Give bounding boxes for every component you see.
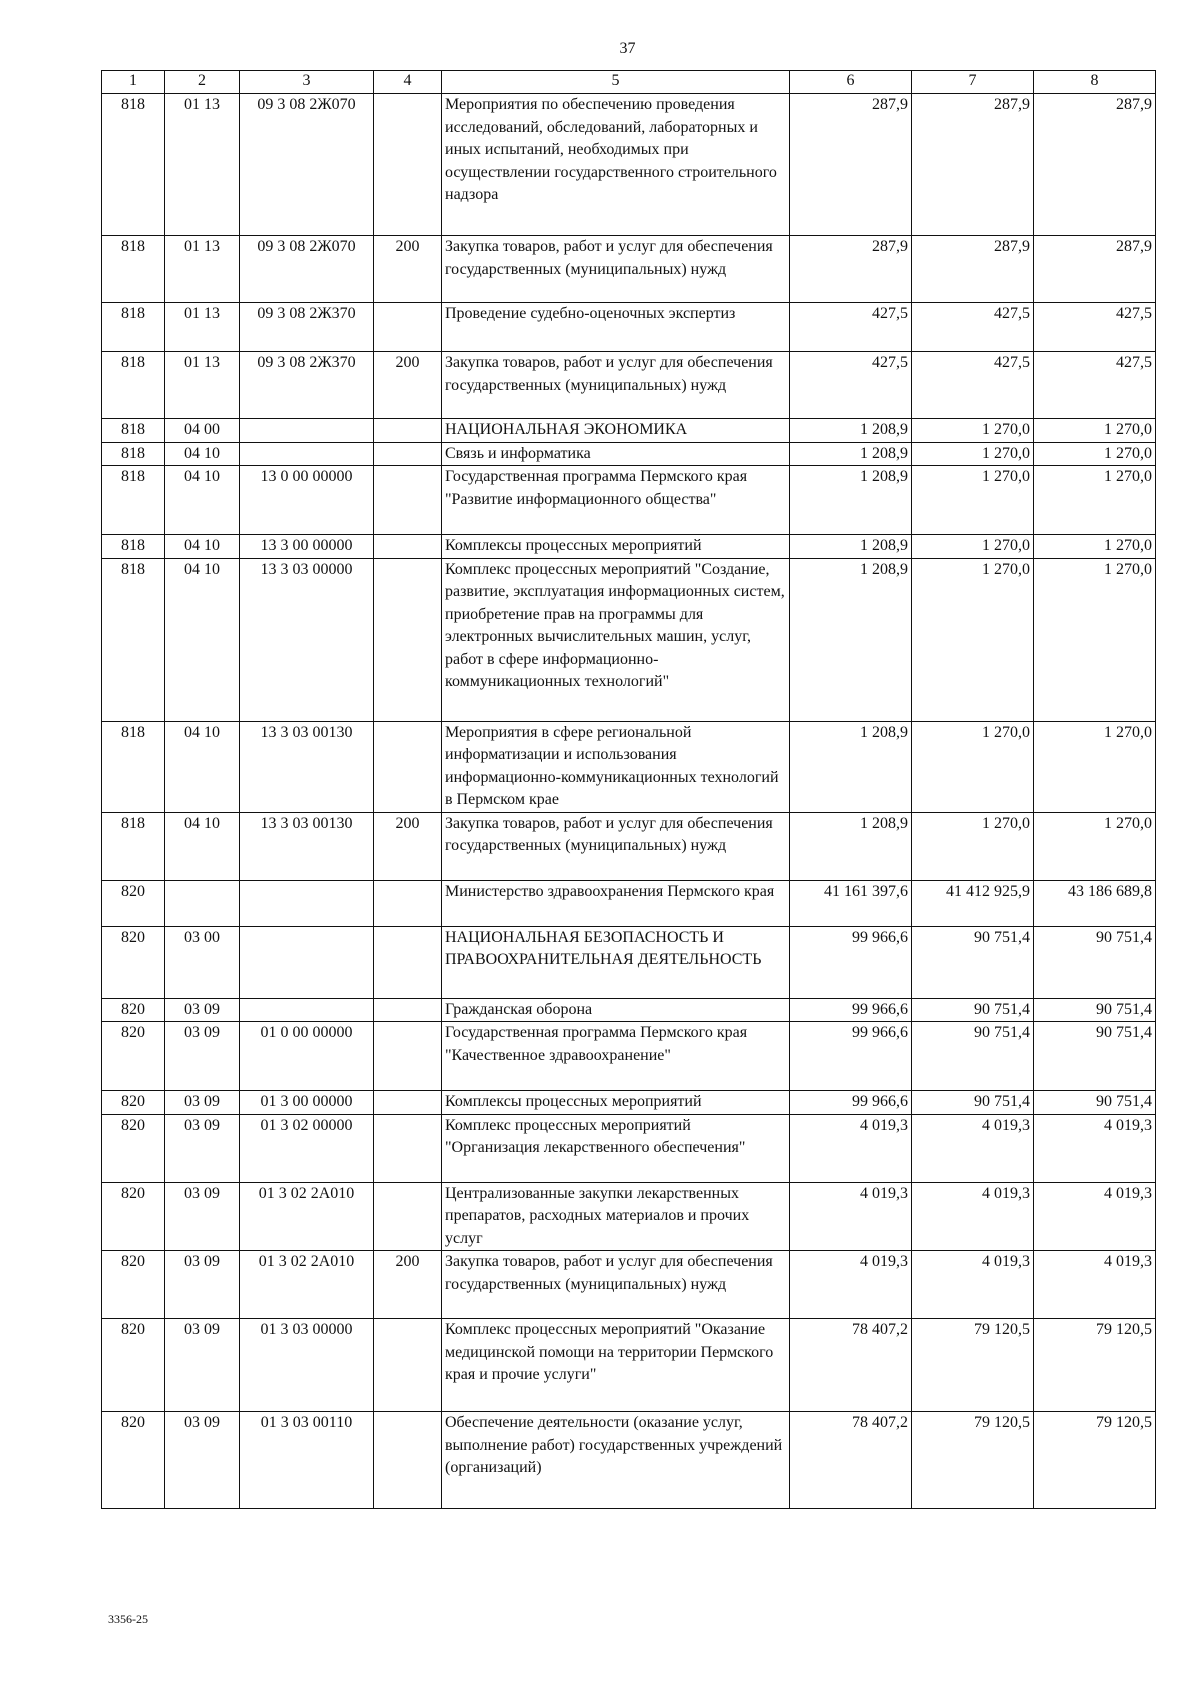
table-row: [102, 1412, 1156, 1509]
table-row: [102, 303, 1156, 352]
section-code: 03 09: [165, 1412, 240, 1509]
amount-col7: 41 412 925,9: [912, 880, 1034, 926]
section-code: 03 09: [165, 998, 240, 1022]
table-row: [102, 1022, 1156, 1091]
amount-col8: 4 019,3: [1034, 1182, 1156, 1251]
item-description: Комплексы процессных мероприятий: [442, 535, 790, 559]
table-row: [102, 442, 1156, 466]
item-description: Закупка товаров, работ и услуг для обеспечения государственных (муниципальных) нужд: [442, 1251, 790, 1319]
section-code: 03 00: [165, 926, 240, 998]
amount-col6: 4 019,3: [790, 1251, 912, 1319]
section-code: 04 10: [165, 721, 240, 812]
ministry-code: 820: [102, 1319, 165, 1412]
table-header-row: [102, 71, 1156, 94]
amount-col7: 287,9: [912, 236, 1034, 303]
page-number: 37: [619, 40, 636, 57]
expense-type-code: [374, 1182, 442, 1251]
table-row: [102, 880, 1156, 926]
section-code: 04 10: [165, 558, 240, 721]
column-header: 4: [374, 71, 442, 94]
expense-type-code: [374, 1022, 442, 1091]
item-description: Комплекс процессных мероприятий "Оказание медицинской помощи на территории Пермского края и прочие услуги": [442, 1319, 790, 1412]
expense-type-code: [374, 721, 442, 812]
amount-col7: 90 751,4: [912, 998, 1034, 1022]
expense-type-code: [374, 880, 442, 926]
section-code: 01 13: [165, 94, 240, 236]
amount-col8: 4 019,3: [1034, 1114, 1156, 1182]
document-code: 3356-25: [108, 1612, 148, 1626]
table-row: [102, 1319, 1156, 1412]
amount-col7: 1 270,0: [912, 558, 1034, 721]
amount-col7: 79 120,5: [912, 1319, 1034, 1412]
target-article-code: 13 0 00 00000: [240, 466, 374, 535]
amount-col6: 287,9: [790, 94, 912, 236]
amount-col7: 90 751,4: [912, 926, 1034, 998]
amount-col8: 90 751,4: [1034, 1091, 1156, 1115]
section-code: 03 09: [165, 1091, 240, 1115]
item-description: Государственная программа Пермского края "Качественное здравоохранение": [442, 1022, 790, 1091]
amount-col6: 78 407,2: [790, 1319, 912, 1412]
amount-col6: 1 208,9: [790, 442, 912, 466]
amount-col7: 1 270,0: [912, 466, 1034, 535]
amount-col7: 427,5: [912, 352, 1034, 419]
amount-col8: 43 186 689,8: [1034, 880, 1156, 926]
amount-col8: 79 120,5: [1034, 1412, 1156, 1509]
target-article-code: 01 3 00 00000: [240, 1091, 374, 1115]
column-header: 6: [790, 71, 912, 94]
amount-col6: 427,5: [790, 303, 912, 352]
table-row: [102, 419, 1156, 443]
target-article-code: 09 3 08 2Ж370: [240, 303, 374, 352]
ministry-code: 820: [102, 880, 165, 926]
item-description: Закупка товаров, работ и услуг для обеспечения государственных (муниципальных) нужд: [442, 236, 790, 303]
column-header: 8: [1034, 71, 1156, 94]
ministry-code: 818: [102, 466, 165, 535]
item-description: НАЦИОНАЛЬНАЯ ЭКОНОМИКА: [442, 419, 790, 443]
expense-type-code: [374, 1412, 442, 1509]
item-description: Государственная программа Пермского края "Развитие информационного общества": [442, 466, 790, 535]
column-header: 2: [165, 71, 240, 94]
amount-col7: 79 120,5: [912, 1412, 1034, 1509]
target-article-code: [240, 419, 374, 443]
ministry-code: 818: [102, 419, 165, 443]
ministry-code: 820: [102, 1022, 165, 1091]
target-article-code: 09 3 08 2Ж370: [240, 352, 374, 419]
section-code: 01 13: [165, 303, 240, 352]
target-article-code: 01 3 03 00110: [240, 1412, 374, 1509]
amount-col8: 1 270,0: [1034, 721, 1156, 812]
expense-type-code: 200: [374, 1251, 442, 1319]
amount-col6: 41 161 397,6: [790, 880, 912, 926]
table-row: [102, 812, 1156, 880]
expense-type-code: 200: [374, 812, 442, 880]
ministry-code: 820: [102, 1091, 165, 1115]
column-header: 7: [912, 71, 1034, 94]
table-row: [102, 998, 1156, 1022]
amount-col6: 99 966,6: [790, 998, 912, 1022]
section-code: 04 00: [165, 419, 240, 443]
expense-type-code: [374, 558, 442, 721]
expense-type-code: [374, 998, 442, 1022]
amount-col6: 1 208,9: [790, 812, 912, 880]
table-row: [102, 94, 1156, 236]
table-row: [102, 535, 1156, 559]
ministry-code: 818: [102, 558, 165, 721]
item-description: Министерство здравоохранения Пермского края: [442, 880, 790, 926]
amount-col8: 90 751,4: [1034, 1022, 1156, 1091]
section-code: 04 10: [165, 442, 240, 466]
amount-col7: 427,5: [912, 303, 1034, 352]
amount-col6: 427,5: [790, 352, 912, 419]
amount-col6: 78 407,2: [790, 1412, 912, 1509]
item-description: Централизованные закупки лекарственных препаратов, расходных материалов и прочих услуг: [442, 1182, 790, 1251]
expense-type-code: [374, 1114, 442, 1182]
expense-type-code: [374, 1319, 442, 1412]
ministry-code: 820: [102, 998, 165, 1022]
amount-col7: 1 270,0: [912, 812, 1034, 880]
amount-col7: 90 751,4: [912, 1091, 1034, 1115]
amount-col8: 1 270,0: [1034, 466, 1156, 535]
amount-col7: 1 270,0: [912, 535, 1034, 559]
amount-col8: 1 270,0: [1034, 812, 1156, 880]
amount-col6: 99 966,6: [790, 1022, 912, 1091]
column-header: 5: [442, 71, 790, 94]
item-description: Комплексы процессных мероприятий: [442, 1091, 790, 1115]
item-description: Закупка товаров, работ и услуг для обеспечения государственных (муниципальных) нужд: [442, 352, 790, 419]
table-row: [102, 352, 1156, 419]
item-description: Обеспечение деятельности (оказание услуг, выполнение работ) государственных учреждений (организаций): [442, 1412, 790, 1509]
item-description: Мероприятия в сфере региональной информатизации и использования информационно-коммуникационных технологий в Пермском крае: [442, 721, 790, 812]
amount-col6: 4 019,3: [790, 1182, 912, 1251]
item-description: Мероприятия по обеспечению проведения исследований, обследований, лабораторных и иных испытаний, необходимых при осуществлении государственного строительного надзора: [442, 94, 790, 236]
amount-col6: 99 966,6: [790, 926, 912, 998]
table-row: [102, 1251, 1156, 1319]
amount-col8: 1 270,0: [1034, 535, 1156, 559]
section-code: 03 09: [165, 1022, 240, 1091]
amount-col8: 90 751,4: [1034, 998, 1156, 1022]
table-row: [102, 1091, 1156, 1115]
amount-col7: 90 751,4: [912, 1022, 1034, 1091]
target-article-code: 13 3 00 00000: [240, 535, 374, 559]
target-article-code: 01 3 02 00000: [240, 1114, 374, 1182]
amount-col6: 4 019,3: [790, 1114, 912, 1182]
amount-col6: 1 208,9: [790, 721, 912, 812]
item-description: Связь и информатика: [442, 442, 790, 466]
amount-col8: 1 270,0: [1034, 419, 1156, 443]
amount-col6: 1 208,9: [790, 419, 912, 443]
target-article-code: [240, 926, 374, 998]
amount-col8: 79 120,5: [1034, 1319, 1156, 1412]
amount-col6: 99 966,6: [790, 1091, 912, 1115]
table-row: [102, 926, 1156, 998]
target-article-code: [240, 442, 374, 466]
ministry-code: 818: [102, 236, 165, 303]
ministry-code: 818: [102, 812, 165, 880]
target-article-code: 09 3 08 2Ж070: [240, 94, 374, 236]
amount-col8: 90 751,4: [1034, 926, 1156, 998]
amount-col8: 427,5: [1034, 303, 1156, 352]
ministry-code: 820: [102, 1251, 165, 1319]
target-article-code: 01 3 03 00000: [240, 1319, 374, 1412]
amount-col7: 1 270,0: [912, 721, 1034, 812]
amount-col7: 4 019,3: [912, 1251, 1034, 1319]
section-code: 04 10: [165, 812, 240, 880]
expense-type-code: [374, 1091, 442, 1115]
amount-col8: 287,9: [1034, 236, 1156, 303]
expense-type-code: 200: [374, 236, 442, 303]
expense-type-code: [374, 94, 442, 236]
table-row: [102, 721, 1156, 812]
ministry-code: 818: [102, 94, 165, 236]
expense-type-code: [374, 303, 442, 352]
amount-col7: 1 270,0: [912, 442, 1034, 466]
ministry-code: 818: [102, 352, 165, 419]
amount-col7: 287,9: [912, 94, 1034, 236]
column-header: 1: [102, 71, 165, 94]
ministry-code: 818: [102, 535, 165, 559]
ministry-code: 820: [102, 1182, 165, 1251]
target-article-code: 13 3 03 00130: [240, 721, 374, 812]
expense-type-code: [374, 466, 442, 535]
target-article-code: 13 3 03 00130: [240, 812, 374, 880]
target-article-code: [240, 880, 374, 926]
ministry-code: 820: [102, 926, 165, 998]
section-code: 04 10: [165, 535, 240, 559]
amount-col8: 287,9: [1034, 94, 1156, 236]
item-description: Комплекс процессных мероприятий "Создание, развитие, эксплуатация информационных систем, приобретение прав на программы для электронных вычислительных машин, услуг, работ в сфере информационно-коммуникационных технологий": [442, 558, 790, 721]
section-code: 03 09: [165, 1319, 240, 1412]
amount-col8: 427,5: [1034, 352, 1156, 419]
expense-type-code: [374, 419, 442, 443]
table-row: [102, 466, 1156, 535]
budget-table: [101, 70, 1156, 1509]
column-header: 3: [240, 71, 374, 94]
amount-col7: 4 019,3: [912, 1182, 1034, 1251]
target-article-code: [240, 998, 374, 1022]
expense-type-code: [374, 442, 442, 466]
section-code: 03 09: [165, 1251, 240, 1319]
amount-col6: 287,9: [790, 236, 912, 303]
section-code: 01 13: [165, 236, 240, 303]
ministry-code: 818: [102, 303, 165, 352]
section-code: 01 13: [165, 352, 240, 419]
ministry-code: 818: [102, 442, 165, 466]
table-row: [102, 236, 1156, 303]
target-article-code: 01 3 02 2А010: [240, 1251, 374, 1319]
amount-col8: 1 270,0: [1034, 442, 1156, 466]
target-article-code: 13 3 03 00000: [240, 558, 374, 721]
ministry-code: 818: [102, 721, 165, 812]
ministry-code: 820: [102, 1114, 165, 1182]
table-row: [102, 1114, 1156, 1182]
amount-col8: 1 270,0: [1034, 558, 1156, 721]
item-description: Комплекс процессных мероприятий "Организация лекарственного обеспечения": [442, 1114, 790, 1182]
section-code: 03 09: [165, 1114, 240, 1182]
section-code: [165, 880, 240, 926]
target-article-code: 01 0 00 00000: [240, 1022, 374, 1091]
target-article-code: 09 3 08 2Ж070: [240, 236, 374, 303]
amount-col7: 1 270,0: [912, 419, 1034, 443]
expense-type-code: [374, 926, 442, 998]
amount-col6: 1 208,9: [790, 558, 912, 721]
ministry-code: 820: [102, 1412, 165, 1509]
expense-type-code: 200: [374, 352, 442, 419]
table-row: [102, 1182, 1156, 1251]
item-description: Проведение судебно-оценочных экспертиз: [442, 303, 790, 352]
amount-col7: 4 019,3: [912, 1114, 1034, 1182]
table-row: [102, 558, 1156, 721]
amount-col6: 1 208,9: [790, 466, 912, 535]
section-code: 04 10: [165, 466, 240, 535]
item-description: НАЦИОНАЛЬНАЯ БЕЗОПАСНОСТЬ И ПРАВООХРАНИТЕЛЬНАЯ ДЕЯТЕЛЬНОСТЬ: [442, 926, 790, 998]
expense-type-code: [374, 535, 442, 559]
section-code: 03 09: [165, 1182, 240, 1251]
amount-col8: 4 019,3: [1034, 1251, 1156, 1319]
item-description: Закупка товаров, работ и услуг для обеспечения государственных (муниципальных) нужд: [442, 812, 790, 880]
item-description: Гражданская оборона: [442, 998, 790, 1022]
amount-col6: 1 208,9: [790, 535, 912, 559]
target-article-code: 01 3 02 2А010: [240, 1182, 374, 1251]
